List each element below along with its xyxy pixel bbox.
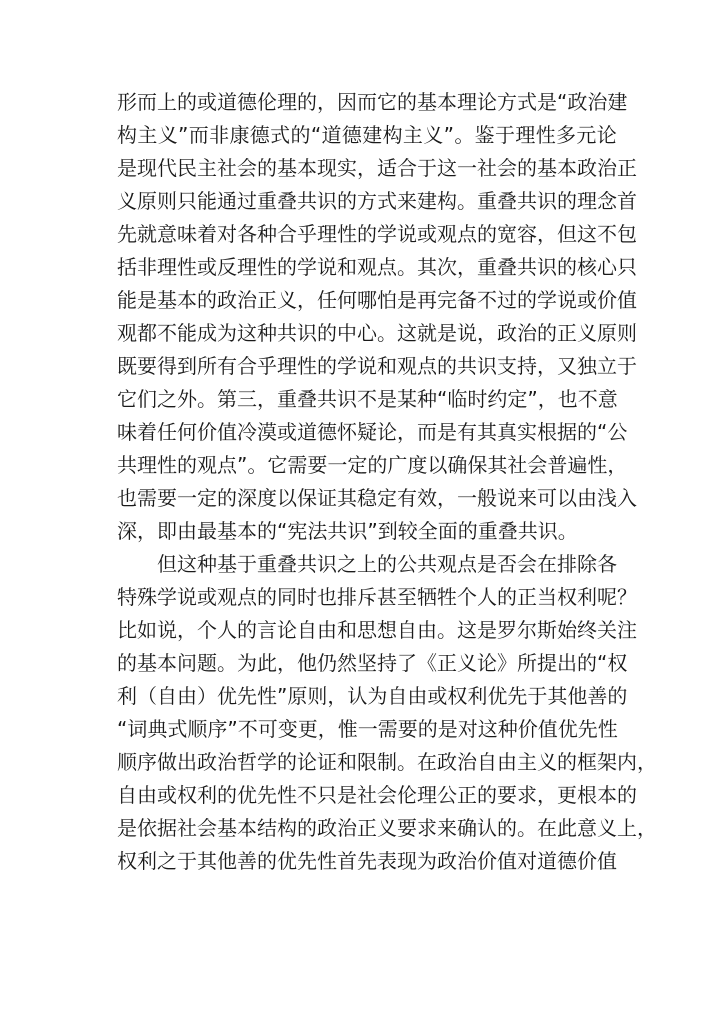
text-line: “ 词 典 式 顺 序 ” 不 可 变 更 ， 惟 一 需 要 的 是 对 这 种 价 值 优 先 性 [117,717,618,741]
text-line: 括 非 理 性 或 反 理 性 的 学 说 和 观 点 。 其 次 ， 重 叠 共 识 的 核 心 只 [117,255,637,279]
paragraph [117,86,637,548]
text-line: 形 而 上 的 或 道 德 伦 理 的 ， 因 而 它 的 基 本 理 论 方 式 是 “ 政 治 建 [117,90,628,114]
text-line: 权利之于其他善的优先性首先表现为政治价值对道德价值 [117,849,617,873]
body-text [117,86,657,878]
text-line: 能 是 基 本 的 政 治 正 义 ， 任 何 哪 怕 是 再 完 备 不 过 的 学 说 或 价 值 [117,288,637,312]
text-line: 但 这 种 基 于 重 叠 共 识 之 上 的 公 共 观 点 是 否 会 在 排 除 各 [157,552,617,576]
text-line: 也 需 要 一 定 的 深 度 以 保 证 其 稳 定 有 效 ， 一 般 说 来 可 以 由 浅 入 [117,486,637,510]
text-line: 特 殊 学 说 或 观 点 的 同 时 也 排 斥 甚 至 牺 牲 个 人 的 正 当 权 利 呢 ？ [117,585,637,609]
text-line: 构 主 义 ” 而 非 康 德 式 的 “ 道 德 建 构 主 义 ” 。 鉴 于 理 性 多 元 论 [117,123,617,147]
text-line: 味 着 任 何 价 值 冷 漠 或 道 德 怀 疑 论 ， 而 是 有 其 真 实 根 据 的 “ 公 [117,420,628,444]
text-line: 它 们 之 外 。 第 三 ， 重 叠 共 识 不 是 某 种 “ 临 时 约 定 ” ， 也 不 意 [117,387,618,411]
text-line: 是 现 代 民 主 社 会 的 基 本 现 实 ， 适 合 于 这 一 社 会 的 基 本 政 治 正 [117,156,637,180]
text-line: 先 就 意 味 着 对 各 种 合 乎 理 性 的 学 说 或 观 点 的 宽 容 ， 但 这 不 包 [117,222,637,246]
paragraph [117,548,657,878]
text-line: 义 原 则 只 能 通 过 重 叠 共 识 的 方 式 来 建 构 。 重 叠 共 识 的 理 念 首 [117,189,637,213]
text-line: 观 都 不 能 成 为 这 种 共 识 的 中 心 。 这 就 是 说 ， 政 治 的 正 义 原 则 [117,321,637,345]
text-line: 的 基 本 问 题 。 为 此 ， 他 仍 然 坚 持 了 《 正 义 论 》 所 提 出 的 “ 权 [117,651,628,675]
text-line: 既 要 得 到 所 有 合 乎 理 性 的 学 说 和 观 点 的 共 识 支 持 ， 又 独 立 于 [117,354,637,378]
text-line: 深，即由最基本的“宪法共识”到较全面的重叠共识。 [117,519,578,543]
text-line: 比 如 说 ， 个 人 的 言 论 自 由 和 思 想 自 由 。 这 是 罗 尔 斯 始 终 关 注 [117,618,637,642]
text-line: 共 理 性 的 观 点 ” 。 它 需 要 一 定 的 广 度 以 确 保 其 社 会 普 遍 性 ， [117,453,628,477]
text-line: 是 依 据 社 会 基 本 结 构 的 政 治 正 义 要 求 来 确 认 的 。 在 此 意 义 上 ， [117,816,657,840]
text-line: 自 由 或 权 利 的 优 先 性 不 只 是 社 会 伦 理 公 正 的 要 求 ， 更 根 本 的 [117,783,637,807]
text-line: 利 （ 自 由 ） 优 先 性 ” 原 则 ， 认 为 自 由 或 权 利 优 先 于 其 他 善 的 [117,684,628,708]
text-line: 顺 序 做 出 政 治 哲 学 的 论 证 和 限 制 。 在 政 治 自 由 主 义 的 框 架 内 ， [117,750,657,774]
